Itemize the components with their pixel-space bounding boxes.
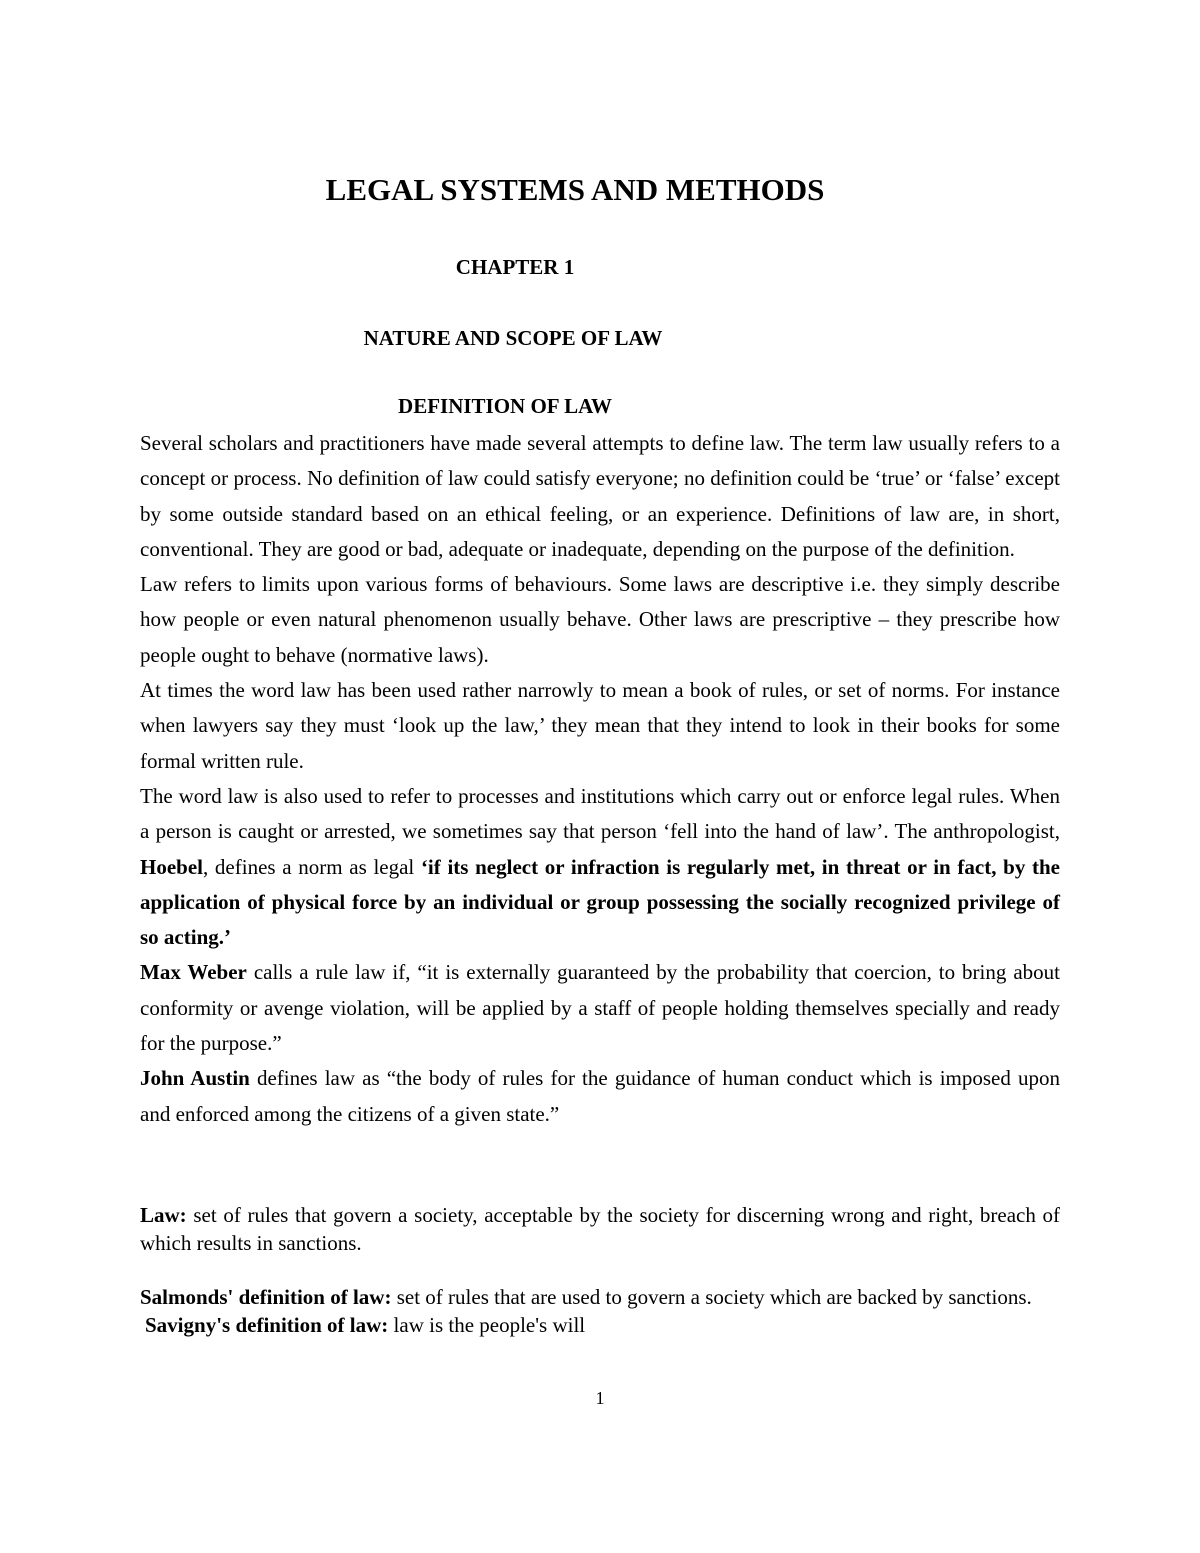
paragraph-weber (140, 955, 1060, 1061)
hoebel-quote: ‘if its neglect or infraction is regularly met, in threat or in fact, by the application of physical force by an individual or group possessing the socially recognized privilege of so acting.’ (140, 854, 1060, 950)
body-text (140, 426, 1060, 1132)
definition-text: set of rules that govern a society, acceptable by the society for discerning wrong and right, breach of which results in sanctions. (140, 1203, 1060, 1255)
definition-savigny (140, 1311, 1060, 1339)
paragraph-limits: Law refers to limits upon various forms of behaviours. Some laws are descriptive i.e. they simply describe how people or even natural phenomenon usually behave. Other laws are prescriptive – they prescribe how people ought to behave (normative laws). (140, 572, 1060, 667)
weber-name: Max Weber (140, 960, 247, 985)
paragraph-book-of-rules: At times the word law has been used rather narrowly to mean a book of rules, or set of norms. For instance when lawyers say they must ‘look up the law,’ they mean that they intend to look in their books for some formal written rule. (140, 678, 1060, 773)
chapter-title: NATURE AND SCOPE OF LAW (363, 326, 663, 350)
page-number: 1 (595, 1388, 605, 1408)
definitions-list (140, 1201, 1060, 1339)
paragraph-hoebel-text: The word law is also used to refer to processes and institutions which carry out or enforce legal rules. When a person is caught or arrested, we sometimes say that person ‘fell into the hand of law’. The anthropologist, (140, 783, 1060, 844)
definition-text: set of rules that are used to govern a society which are backed by sanctions. (391, 1285, 1032, 1309)
document-title: LEGAL SYSTEMS AND METHODS (325, 172, 825, 207)
austin-text: defines law as “the body of rules for the guidance of human conduct which is imposed upon and enforced among the citizens of a given state.” (140, 1066, 1060, 1126)
hoebel-name: Hoebel (140, 854, 203, 879)
section-heading: DEFINITION OF LAW (398, 394, 612, 418)
definition-law (140, 1201, 1060, 1257)
definition-term: Salmonds' definition of law: (140, 1285, 392, 1309)
chapter-heading: CHAPTER 1 (455, 255, 575, 279)
paragraph-hoebel-mid: , defines a norm as legal (203, 854, 421, 879)
paragraph-hoebel (140, 779, 1060, 955)
definition-salmond (140, 1283, 1060, 1311)
definition-term: Law: (140, 1203, 187, 1227)
definition-term: Savigny's definition of law: (145, 1313, 389, 1337)
weber-text: calls a rule law if, “it is externally guaranteed by the probability that coercion, to bring about conformity or avenge violation, will be applied by a staff of people holding themselves specially and ready for the purpose.” (140, 960, 1060, 1056)
paragraph-intro: Several scholars and practitioners have made several attempts to define law. The term law usually refers to a concept or process. No definition of law could satisfy everyone; no definition could be ‘true’ or ‘false’ except by some outside standard based on an ethical feeling, or an experience. Definitions of law are, in short, conventional. They are good or bad, adequate or inadequate, depending on the purpose of the definition. (140, 431, 1060, 561)
paragraph-austin (140, 1061, 1060, 1132)
austin-name: John Austin (140, 1066, 250, 1091)
definition-text: law is the people's will (388, 1313, 586, 1337)
